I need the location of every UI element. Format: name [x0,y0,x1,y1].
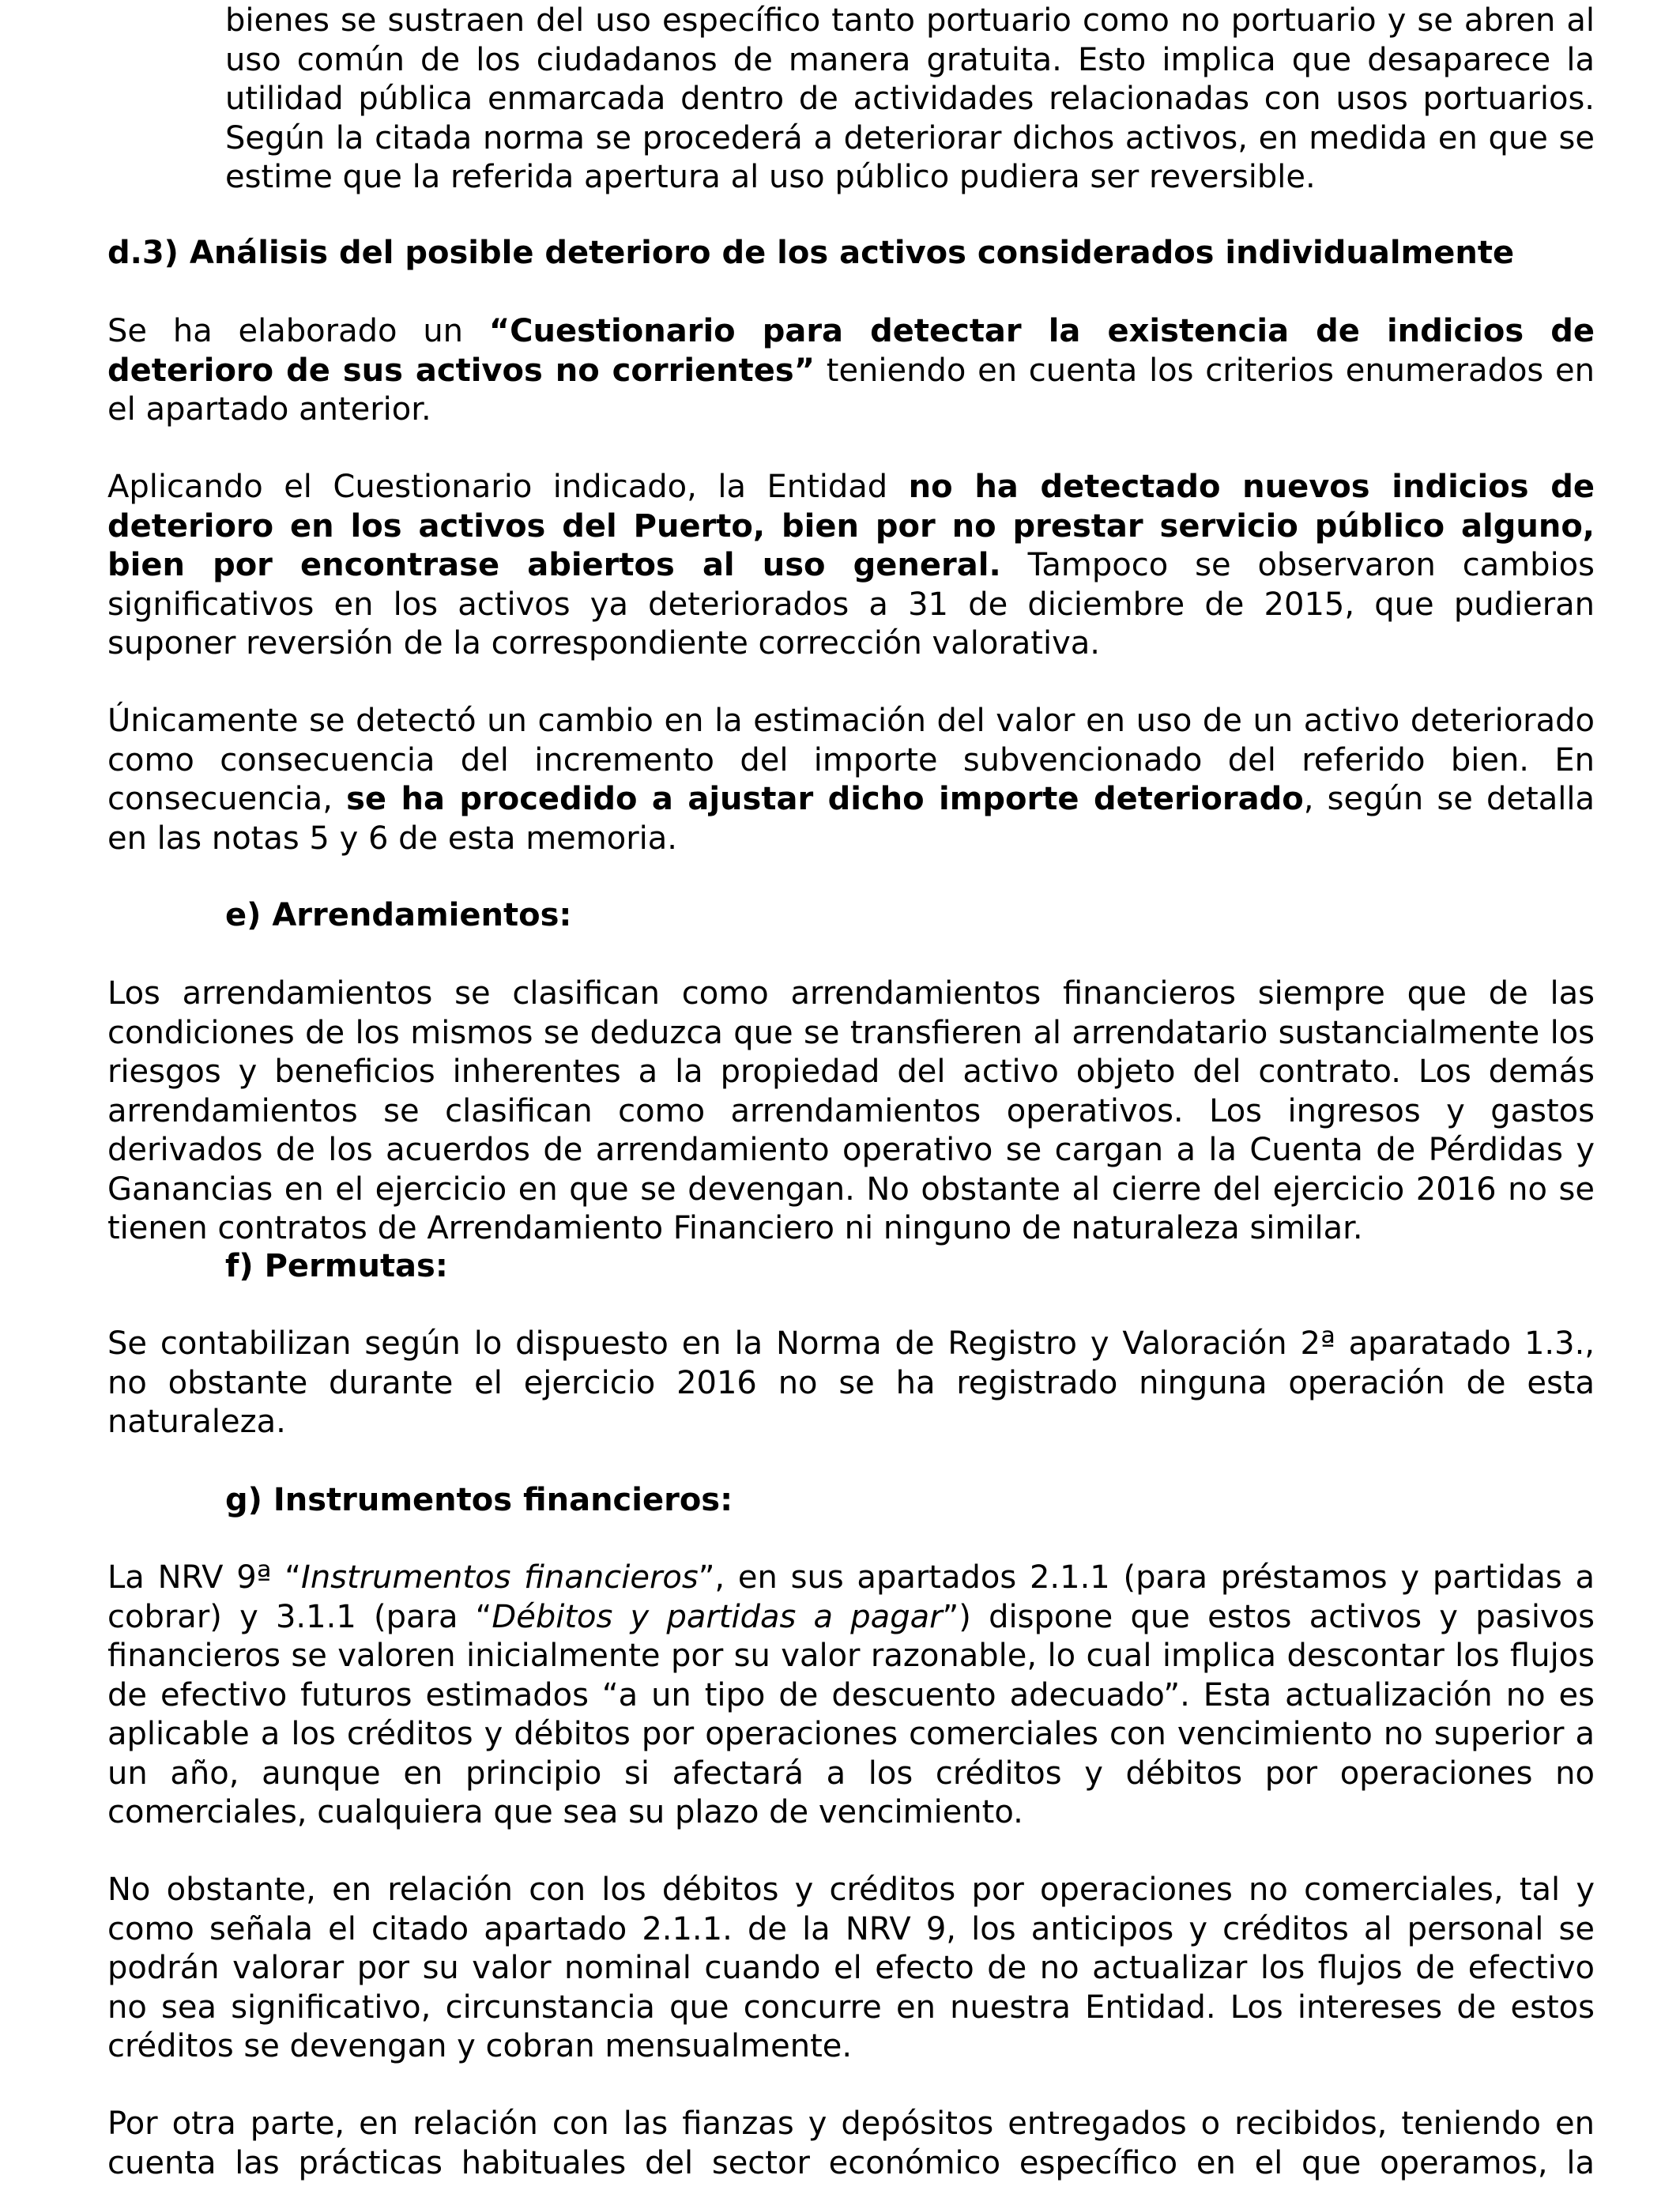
d3-p3-bold: se ha procedido a ajustar dicho importe deteriorado [346,781,1304,817]
d3-p3-text-2: , según se detalla en las notas 5 y 6 de esta memoria. [107,781,1595,857]
d3-p2-text-2: Tampoco se observaron cambios significativos en los activos ya deteriorados a 31 de diciembre de 2015, que pudieran suponer reversión de la correspondiente corrección valorativa. [107,547,1595,662]
g-p1-italic-2: Débitos y partidas a pagar [492,1598,943,1635]
g-paragraph-2: No obstante, en relación con los débitos y créditos por operaciones no comerciales, tal y como señala el citado apartado 2.1.1. de la NRV 9, los anticipos y créditos al personal se podrán valorar por su valor nominal cuando el efecto de no actualizar los flujos de efectivo no sea significativo, circunstancia que concurre en nuestra Entidad. Los intereses de estos créditos se devengan y cobran mensualmente. [107,1872,1595,2064]
e-paragraph: Los arrendamientos se clasifican como arrendamientos financieros siempre que de las condiciones de los mismos se deduzca que se transfieren al arrendatario sustancialmente los riesgos y beneficios inherentes a la propiedad del activo objeto del contrato. Los demás arrendamientos se clasifican como arrendamientos operativos. Los ingresos y gastos derivados de los acuerdos de arrendamiento operativo se cargan a la Cuenta de Pérdidas y Ganancias en el ejercicio en que se devengan. No obstante al cierre del ejercicio 2016 no se tienen contratos de Arrendamiento Financiero ni ninguno de naturaleza similar. [107,975,1595,1246]
g-paragraph-1 [107,1559,1595,1833]
section-e-heading: e) Arrendamientos: [225,897,572,933]
section-f [225,1247,1595,1287]
section-g [225,1481,1595,1521]
d3-paragraph-1-block [107,312,1595,430]
section-f-heading: f) Permutas: [225,1248,448,1284]
g-p1-text-3: ”) dispone que estos activos y pasivos financieros se valoren inicialmente por su valor razonable, lo cual implica descontar los flujos de efectivo futuros estimados “a un tipo de descuento adecuado”. Esta actualización no es aplicable a los créditos y débitos por operaciones comerciales con vencimiento no superior a un año, aunque en principio si afectará a los créditos y débitos por operaciones no comerciales, cualquiera que sea su plazo de vencimiento. [107,1598,1595,1830]
section-e [225,896,1595,936]
intro-paragraph: bienes se sustraen del uso específico tanto portuario como no portuario y se abren al uso común de los ciudadanos de manera gratuita. Esto implica que desaparece la utilidad pública enmarcada dentro de actividades relacionadas con usos portuarios. Según la citada norma se procederá a deteriorar dichos activos, en medida en que se estime que la referida apertura al uso público pudiera ser reversible. [225,2,1595,195]
d3-paragraph-3 [107,702,1595,858]
d3-paragraph-2 [107,468,1595,664]
d3-paragraph-3-block [107,702,1595,858]
section-d3 [107,234,1595,273]
e-paragraph-block [107,974,1595,1249]
d3-p2-text-1: Aplicando el Cuestionario indicado, la Entidad [107,469,909,505]
d3-paragraph-1 [107,312,1595,430]
d3-paragraph-2-block [107,468,1595,664]
d3-p2-bold: no ha detectado nuevos indicios de deterioro en los activos del Puerto, bien por no prestar servicio público alguno, bien por encontrase abiertos al uso general. [107,469,1595,583]
section-d3-heading: d.3) Análisis del posible deterioro de los activos considerados individualmente [107,235,1515,271]
g-paragraph-3: Por otra parte, en relación con las fianzas y depósitos entregados o recibidos, teniendo en cuenta las prácticas habituales del sector económico específico en el que operamos, la [107,2105,1595,2181]
intro-section [225,2,1595,198]
g-p1-italic-1: Instrumentos financieros [301,1559,699,1596]
g-paragraph-3-block [107,2105,1595,2183]
f-paragraph-block [107,1325,1595,1442]
d3-p1-bold: “Cuestionario para detectar la existencia de indicios de deterioro de sus activos no corrientes” [107,313,1595,389]
g-paragraph-2-block [107,1871,1595,2067]
f-paragraph: Se contabilizan según lo dispuesto en la Norma de Registro y Valoración 2ª aparatado 1.3., no obstante durante el ejercicio 2016 no se ha registrado ninguna operación de esta naturaleza. [107,1325,1595,1440]
g-paragraph-1-block [107,1559,1595,1833]
section-g-heading: g) Instrumentos financieros: [225,1482,733,1518]
d3-p1-text-2: teniendo en cuenta los criterios enumerados en el apartado anterior. [107,352,1595,428]
g-p1-text-2: ”, en sus apartados 2.1.1 (para préstamos y partidas a cobrar) y 3.1.1 (para “ [107,1559,1595,1635]
g-p1-text-1: La NRV 9ª “ [107,1559,302,1596]
d3-p1-text-1: Se ha elaborado un [107,313,489,349]
d3-p3-text-1: Únicamente se detectó un cambio en la estimación del valor en uso de un activo deteriorado como consecuencia del incremento del importe subvencionado del referido bien. En consecuencia, [107,703,1595,817]
